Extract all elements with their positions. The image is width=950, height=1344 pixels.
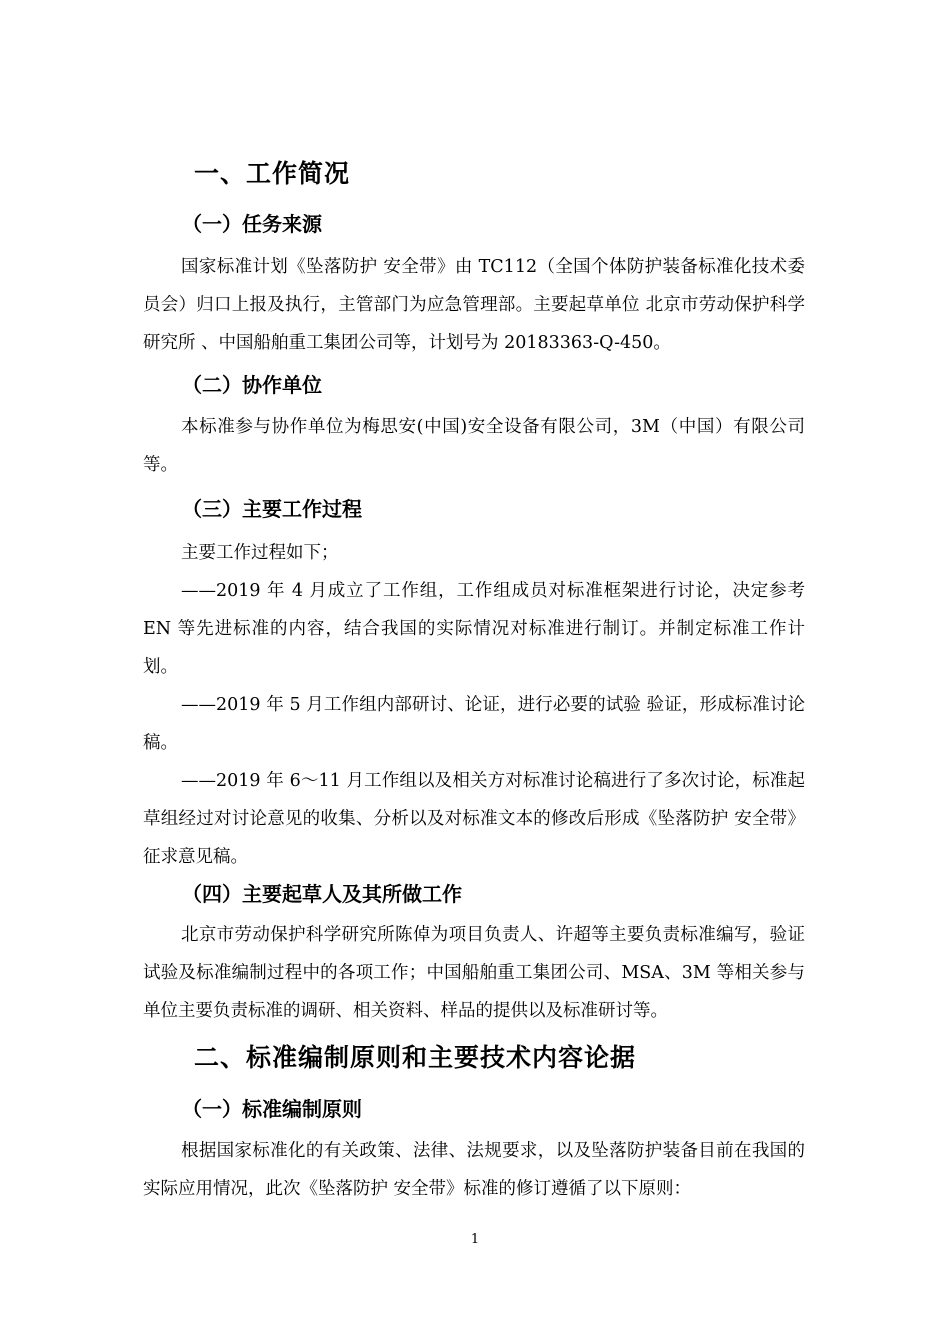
subsection-title-cooperating-units: （二）协作单位 <box>182 373 322 397</box>
list-item: ——2019 年 5 月工作组内部研讨、论证，进行必要的试验 验证，形成标准讨论稿。 <box>143 695 805 753</box>
page-number: 1 <box>470 1232 480 1247</box>
paragraph-task-source: 国家标准计划《坠落防护 安全带》由 TC112（全国个体防护装备标准化技术委员会）归口上报及执行，主管部门为应急管理部。主要起草单位 北京市劳动保护科学研究所 、中国船舶重工集团公司等，计划号为 20183363-Q-450。 <box>143 257 805 353</box>
list-item: ——2019 年 6～11 月工作组以及相关方对标准讨论稿进行了多次讨论，标准起草组经过对讨论意见的收集、分析以及对标准文本的修改后形成《坠落防护 安全带》征求意见稿。 <box>143 771 805 867</box>
section-heading-2: 二、标准编制原则和主要技术内容论据 <box>194 1043 637 1072</box>
paragraph-cooperating-units: 本标准参与协作单位为梅思安(中国)安全设备有限公司，3M（中国）有限公司等。 <box>143 417 805 475</box>
list-item: ——2019 年 4 月成立了工作组，工作组成员对标准框架进行讨论，决定参考 EN 等先进标准的内容，结合我国的实际情况对标准进行制订。并制定标准工作计划。 <box>143 581 805 677</box>
paragraph-work-process-intro: 主要工作过程如下； <box>181 543 339 563</box>
subsection-title-principles: （一）标准编制原则 <box>182 1097 362 1121</box>
subsection-title-work-process: （三）主要工作过程 <box>182 497 362 521</box>
subsection-title-drafters: （四）主要起草人及其所做工作 <box>182 882 462 906</box>
paragraph-principles: 根据国家标准化的有关政策、法律、法规要求，以及坠落防护装备目前在我国的实际应用情况，此次《坠落防护 安全带》标准的修订遵循了以下原则： <box>143 1141 805 1199</box>
paragraph-drafters: 北京市劳动保护科学研究所陈倬为项目负责人、许超等主要负责标准编写，验证试验及标准编制过程中的各项工作；中国船舶重工集团公司、MSA、3M 等相关参与单位主要负责标准的调研、相关资料、样品的提供以及标准研讨等。 <box>143 925 805 1021</box>
subsection-title-task-source: （一）任务来源 <box>182 212 322 236</box>
section-heading-1: 一、工作简况 <box>194 159 351 188</box>
